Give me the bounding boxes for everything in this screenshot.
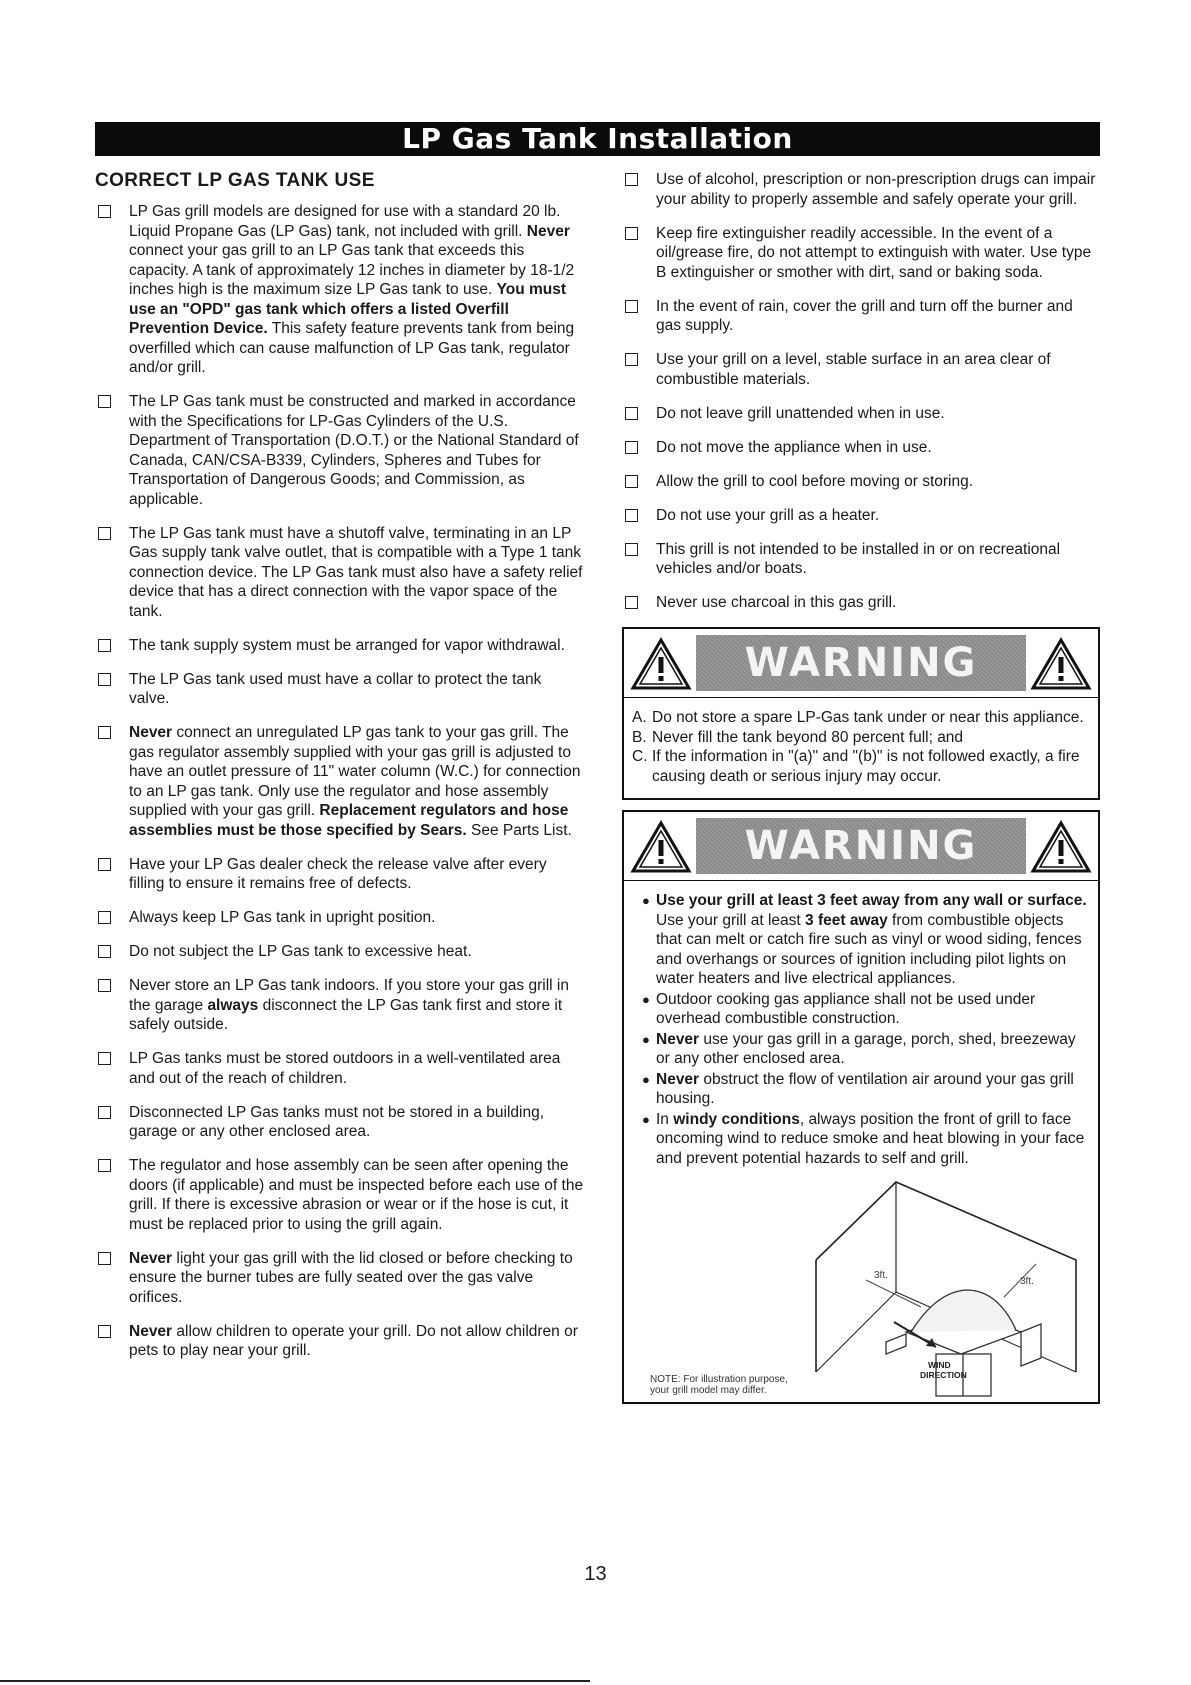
bullet-icon: ● <box>642 893 650 908</box>
checkbox-icon <box>98 1159 111 1172</box>
bullet-icon: ● <box>642 1031 650 1047</box>
list-item: LP Gas grill models are designed for use with a standard 20 lb. Liquid Propane Gas (LP Gas) tank, not included with grill. Never connect your gas grill to an LP Gas tank that exceeds this capacity. A tank of approximately 12 inches in diameter by 18-1/2 inches high is the maximum size LP Gas tank to use. You must use an "OPD" gas tank which offers a listed Overfill Prevention Device. This safety feature prevents tank from being overfilled which can cause malfunction of LP Gas tank, regulator and/or grill. <box>95 202 585 378</box>
warning-bullet: ● Outdoor cooking gas appliance shall not be used under overhead combustible construction. <box>642 990 1036 1027</box>
warning-bullet: ● Never obstruct the flow of ventilation air around your gas grill housing. <box>642 1070 1074 1107</box>
warning-item: C. If the information in "(a)" and "(b)" is not followed exactly, a fire causing death or serious injury may occur. <box>632 748 1080 785</box>
list-item: The tank supply system must be arranged for vapor withdrawal. <box>95 636 585 656</box>
list-item: Always keep LP Gas tank in upright position. <box>95 908 585 928</box>
list-item: Never allow children to operate your grill. Do not allow children or pets to play near your grill. <box>95 1322 585 1361</box>
list-item: Use of alcohol, prescription or non-prescription drugs can impair your ability to properly assemble and safely operate your grill. <box>622 170 1100 209</box>
warning-triangle-icon <box>630 637 692 691</box>
list-item: Have your LP Gas dealer check the release valve after every filling to ensure it remains free of defects. <box>95 855 585 894</box>
list-item: LP Gas tanks must be stored outdoors in a well-ventilated area and out of the reach of children. <box>95 1049 585 1088</box>
bullet-icon: ● <box>642 991 650 1007</box>
warning-triangle-icon <box>630 820 692 874</box>
list-item: This grill is not intended to be installed in or on recreational vehicles and/or boats. <box>622 540 1100 579</box>
list-item: Do not subject the LP Gas tank to excessive heat. <box>95 942 585 962</box>
list-item: Do not use your grill as a heater. <box>622 506 1100 526</box>
list-item: The LP Gas tank must have a shutoff valve, terminating in an LP Gas supply tank valve outlet, that is compatible with a Type 1 tank connection device. The LP Gas tank must also have a safety relief device that has a direct connection with the vapor space of the tank. <box>95 524 585 622</box>
checkbox-icon <box>98 858 111 871</box>
list-item: Do not leave grill unattended when in use. <box>622 404 1100 424</box>
warning-item: A. Do not store a spare LP-Gas tank under or near this appliance. <box>632 709 1084 726</box>
section-title: CORRECT LP GAS TANK USE <box>95 170 375 191</box>
checkbox-icon <box>98 395 111 408</box>
list-item: The LP Gas tank used must have a collar to protect the tank valve. <box>95 670 585 709</box>
list-item: Keep fire extinguisher readily accessible. In the event of a oil/grease fire, do not attempt to extinguish with water. Use type B extinguisher or smother with dirt, sand or baking soda. <box>622 224 1100 283</box>
grill-clearance-illustration <box>636 1172 1088 1402</box>
checkbox-icon <box>625 475 638 488</box>
clearance-label-left: 3ft. <box>874 1270 888 1281</box>
page-title-banner <box>95 122 1100 156</box>
checkbox-icon <box>98 726 111 739</box>
checkbox-icon <box>625 509 638 522</box>
checkbox-icon <box>625 543 638 556</box>
bullet-icon: ● <box>642 1111 650 1127</box>
illustration-note: NOTE: For illustration purpose, your grill model may differ. <box>650 1374 788 1396</box>
checkbox-icon <box>98 1252 111 1265</box>
warning-item: B. Never fill the tank beyond 80 percent full; and <box>632 728 964 746</box>
checkbox-icon <box>98 1325 111 1338</box>
checkbox-icon <box>98 979 111 992</box>
bullet-icon: ● <box>642 1071 650 1087</box>
checkbox-icon <box>625 227 638 240</box>
grill-placement-drawing <box>636 1172 1092 1402</box>
bottom-rule <box>0 1680 590 1682</box>
list-item: The LP Gas tank must be constructed and marked in accordance with the Specifications for LP-Gas Cylinders of the U.S. Department of Transportation (D.O.T.) or the National Standard of Canada, CAN/CSA-B339, Cylinders, Spheres and Tubes for Transportation of Dangerous Goods; and Commission, as applicable. <box>95 392 585 509</box>
warning-label: WARNING <box>744 640 978 686</box>
checkbox-icon <box>625 173 638 186</box>
warning-body <box>624 698 1098 798</box>
checkbox-icon <box>625 441 638 454</box>
checkbox-icon <box>625 300 638 313</box>
list-item: Never use charcoal in this gas grill. <box>622 593 1100 613</box>
warning-header <box>624 812 1098 881</box>
list-item: Never store an LP Gas tank indoors. If you store your gas grill in the garage always disconnect the LP Gas tank first and store it safely outside. <box>95 976 585 1035</box>
checkbox-icon <box>98 639 111 652</box>
checkbox-icon <box>98 945 111 958</box>
checkbox-icon <box>98 1106 111 1119</box>
checkbox-icon <box>98 205 111 218</box>
page-number: 13 <box>584 1563 607 1585</box>
warning-header <box>624 629 1098 698</box>
list-item: Use your grill on a level, stable surface in an area clear of combustible materials. <box>622 350 1100 389</box>
list-item: Disconnected LP Gas tanks must not be stored in a building, garage or any other enclosed area. <box>95 1103 585 1142</box>
warning-bullet: ● In windy conditions, always position the front of grill to face oncoming wind to reduce smoke and heat blowing in your face and prevent potential hazards to self and grill. <box>642 1110 1085 1167</box>
list-item: Never light your gas grill with the lid closed or before checking to ensure the burner tubes are fully seated over the gas valve orifices. <box>95 1249 585 1308</box>
list-item: In the event of rain, cover the grill and turn off the burner and gas supply. <box>622 297 1100 336</box>
right-column <box>622 170 1100 1404</box>
warning-label: WARNING <box>744 823 978 869</box>
checkbox-icon <box>98 673 111 686</box>
warning-bullet: ● Use your grill at least 3 feet away from any wall or surface. Use your grill at least 3 feet away from combustible objects that can melt or catch fire such as vinyl or wood siding, fences and overhangs or sources of ignition including pilot lights on water heaters and live electrical appliances. <box>642 892 1087 987</box>
wind-label: WIND <box>928 1360 951 1370</box>
list-item: Do not move the appliance when in use. <box>622 438 1100 458</box>
checkbox-icon <box>98 1052 111 1065</box>
warning-body <box>624 881 1098 1402</box>
left-column <box>95 170 585 1375</box>
warning-triangle-icon <box>1030 637 1092 691</box>
warning-bullet: ● Never use your gas grill in a garage, porch, shed, breezeway or any other enclosed area. <box>642 1030 1076 1067</box>
checkbox-icon <box>98 911 111 924</box>
page-title: LP Gas Tank Installation <box>402 122 793 155</box>
warning-triangle-icon <box>1030 820 1092 874</box>
list-item: Allow the grill to cool before moving or storing. <box>622 472 1100 492</box>
warning-box-2 <box>622 810 1100 1404</box>
checkbox-icon <box>625 596 638 609</box>
list-item: The regulator and hose assembly can be seen after opening the doors (if applicable) and must be inspected before each use of the grill. If there is excessive abrasion or wear or if the hose is cut, it must be replaced prior to using the grill again. <box>95 1156 585 1234</box>
checkbox-icon <box>625 353 638 366</box>
checkbox-icon <box>625 407 638 420</box>
list-item: Never connect an unregulated LP gas tank to your gas grill. The gas regulator assembly supplied with your gas grill is adjusted to have an outlet pressure of 11" water column (W.C.) for connection to an LP gas tank. Only use the regulator and hose assembly supplied with your gas grill. Replacement regulators and hose assemblies must be those specified by Sears. See Parts List. <box>95 723 585 840</box>
direction-label: DIRECTION <box>920 1370 967 1380</box>
checkbox-icon <box>98 527 111 540</box>
warning-box-1 <box>622 627 1100 800</box>
clearance-label-right: 3ft. <box>1020 1276 1034 1287</box>
